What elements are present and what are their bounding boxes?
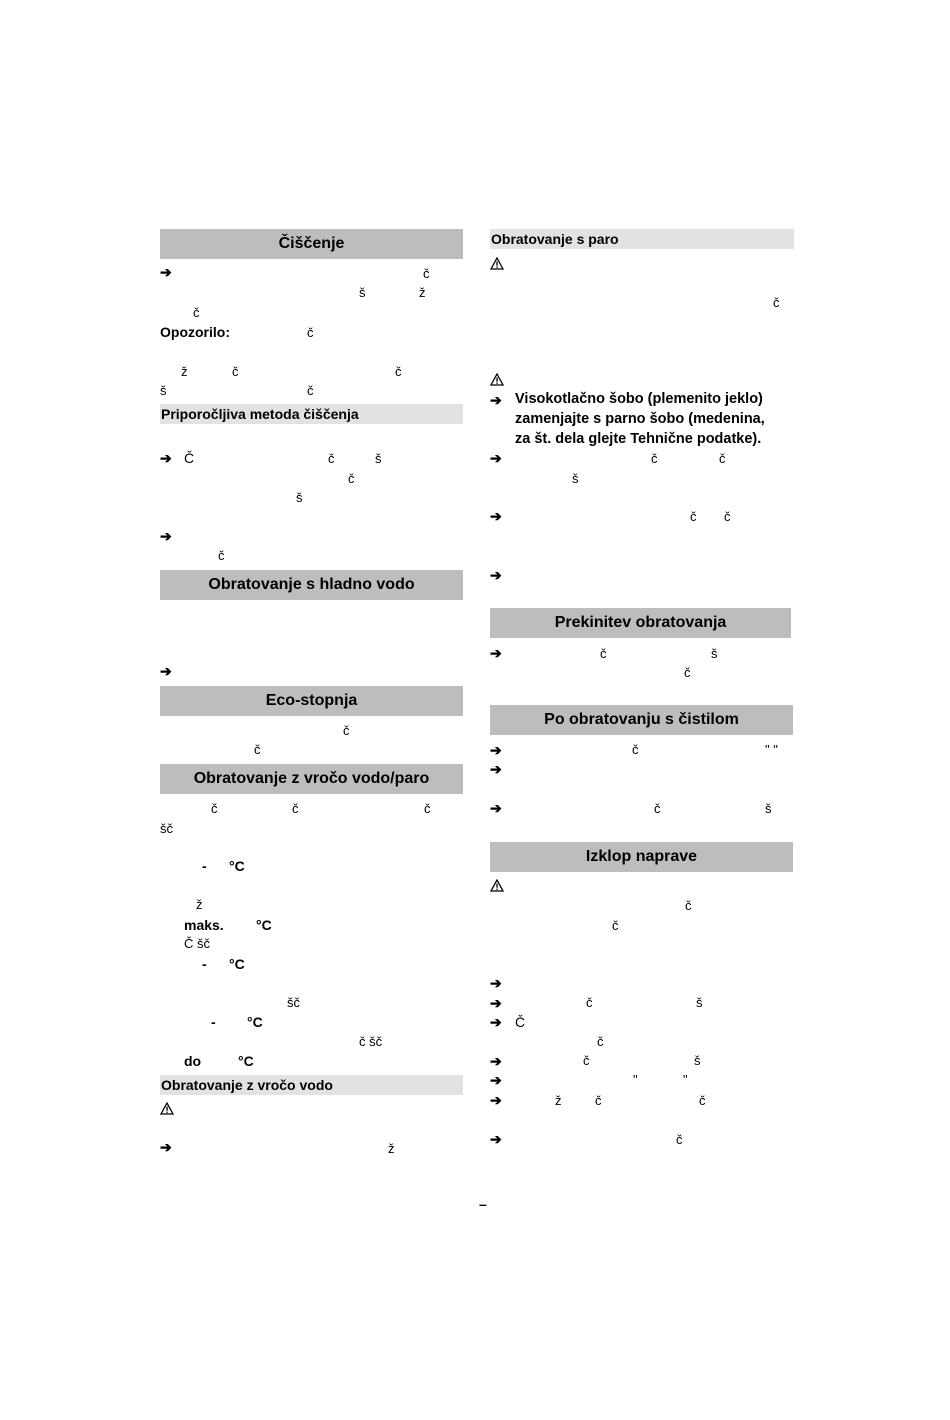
char: č xyxy=(424,801,431,816)
arrow-right-icon: ➔ xyxy=(160,1139,172,1155)
arrow-right-icon: ➔ xyxy=(490,1053,502,1069)
warning-label: Opozorilo: xyxy=(160,324,230,340)
char: ž xyxy=(388,1141,395,1156)
char: č xyxy=(328,451,335,466)
char: š xyxy=(160,383,167,398)
heading-izklop-naprave: Izklop naprave xyxy=(490,842,793,872)
char: č šč xyxy=(359,1034,383,1049)
char: Č xyxy=(184,450,195,466)
range-dash: - xyxy=(202,956,207,972)
heading-obratovanje-vroca-para: Obratovanje z vročo vodo/paro xyxy=(160,764,463,794)
char: š xyxy=(711,646,718,661)
arrow-right-icon: ➔ xyxy=(490,742,502,758)
instruction-bold: zamenjajte s parno šobo (medenina, xyxy=(515,411,765,427)
char: č xyxy=(724,509,731,524)
temperature-unit: °C xyxy=(256,917,272,933)
char: č xyxy=(651,451,658,466)
arrow-right-icon: ➔ xyxy=(490,392,502,408)
arrow-right-icon: ➔ xyxy=(490,995,502,1011)
instruction-bold: za št. dela glejte Tehnične podatke). xyxy=(515,431,762,447)
char: č xyxy=(685,898,692,913)
char: š xyxy=(296,490,303,505)
char: č xyxy=(193,305,200,320)
quote-mark: " xyxy=(633,1072,638,1087)
char: š xyxy=(694,1053,701,1068)
arrow-right-icon: ➔ xyxy=(160,450,172,466)
char: č xyxy=(343,723,350,738)
arrow-right-icon: ➔ xyxy=(490,1014,502,1030)
arrow-right-icon: ➔ xyxy=(160,264,172,280)
char: č xyxy=(699,1093,706,1108)
arrow-right-icon: ➔ xyxy=(490,567,502,583)
char: č xyxy=(676,1132,683,1147)
heading-obratovanje-hladno: Obratovanje s hladno vodo xyxy=(160,570,463,600)
char: š xyxy=(375,451,382,466)
char: š xyxy=(359,285,366,300)
temperature-unit: °C xyxy=(229,858,245,874)
heading-ciscenje: Čiščenje xyxy=(160,229,463,259)
char: č xyxy=(597,1034,604,1049)
arrow-right-icon: ➔ xyxy=(490,450,502,466)
char: ž xyxy=(419,285,426,300)
char: č xyxy=(690,509,697,524)
arrow-right-icon: ➔ xyxy=(160,663,172,679)
char: č xyxy=(654,801,661,816)
subheading-obratovanje-s-paro: Obratovanje s paro xyxy=(490,229,794,249)
char: č xyxy=(583,1053,590,1068)
warning-triangle-icon xyxy=(160,1102,174,1115)
char: ž xyxy=(196,897,203,912)
char: š xyxy=(572,471,579,486)
char: ž xyxy=(181,364,188,379)
heading-eco-stopnja: Eco-stopnja xyxy=(160,686,463,716)
char: č xyxy=(684,665,691,680)
char: š xyxy=(765,801,772,816)
char: č xyxy=(211,801,218,816)
quote-mark: " xyxy=(683,1072,688,1087)
heading-po-obratovanju-s-cistilom: Po obratovanju s čistilom xyxy=(490,705,793,735)
char: Č xyxy=(515,1014,526,1030)
char: č xyxy=(773,295,780,310)
warning-triangle-icon xyxy=(490,879,504,892)
arrow-right-icon: ➔ xyxy=(490,508,502,524)
char: č xyxy=(395,364,402,379)
warning-triangle-icon xyxy=(490,373,504,386)
char: ž xyxy=(555,1093,562,1108)
temperature-unit: °C xyxy=(238,1053,254,1069)
char: č xyxy=(612,918,619,933)
char: č xyxy=(600,646,607,661)
max-label: maks. xyxy=(184,917,224,933)
subheading-obratovanje-vroca-voda: Obratovanje z vročo vodo xyxy=(160,1075,463,1095)
page-number-dash: – xyxy=(479,1196,487,1212)
arrow-right-icon: ➔ xyxy=(490,645,502,661)
arrow-right-icon: ➔ xyxy=(490,800,502,816)
temperature-unit: °C xyxy=(247,1014,263,1030)
char: č xyxy=(632,742,639,757)
instruction-bold: Visokotlačno šobo (plemenito jeklo) xyxy=(515,391,763,407)
char: šč xyxy=(160,821,173,836)
char: č xyxy=(423,266,430,281)
char: č xyxy=(218,548,225,563)
temperature-unit: °C xyxy=(229,956,245,972)
char: č xyxy=(307,325,314,340)
subheading-priporocljiva-metoda: Priporočljiva metoda čiščenja xyxy=(160,404,463,424)
char: č xyxy=(254,742,261,757)
char: č xyxy=(292,801,299,816)
arrow-right-icon: ➔ xyxy=(490,761,502,777)
char: šč xyxy=(287,995,300,1010)
arrow-right-icon: ➔ xyxy=(160,528,172,544)
range-dash: - xyxy=(211,1014,216,1030)
arrow-right-icon: ➔ xyxy=(490,1131,502,1147)
char: č xyxy=(348,471,355,486)
to-label: do xyxy=(184,1053,202,1069)
range-dash: - xyxy=(202,858,207,874)
arrow-right-icon: ➔ xyxy=(490,1072,502,1088)
arrow-right-icon: ➔ xyxy=(490,1092,502,1108)
char: š xyxy=(696,995,703,1010)
char: č xyxy=(586,995,593,1010)
char: č xyxy=(719,451,726,466)
char: č xyxy=(595,1093,602,1108)
arrow-right-icon: ➔ xyxy=(490,975,502,991)
char: Č šč xyxy=(184,936,210,951)
warning-triangle-icon xyxy=(490,257,504,270)
heading-prekinitev-obratovanja: Prekinitev obratovanja xyxy=(490,608,791,638)
char: č xyxy=(307,383,314,398)
quote-marks: " " xyxy=(765,742,778,757)
char: č xyxy=(232,364,239,379)
